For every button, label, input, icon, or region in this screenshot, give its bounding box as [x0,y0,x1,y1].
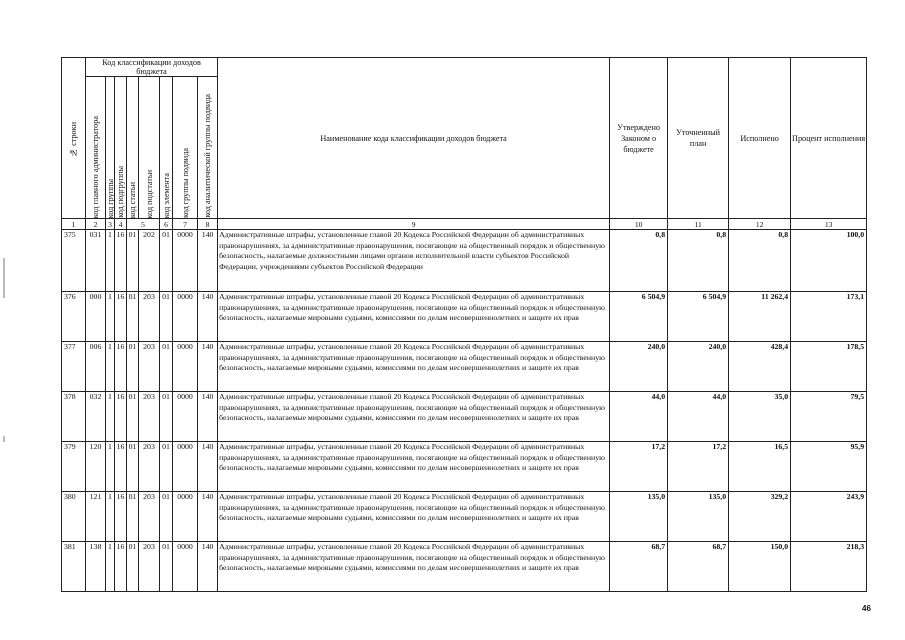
revenue-name: Административные штрафы, установленные главой 20 Кодекса Российской Федерации об административных правонарушениях, за административные правонарушения, посягающие на общественный порядок и общественную безопасность, налагаемые мировыми судьями, комиссиями по делам несовершеннолетних и защите их прав [218,392,610,442]
col-number: 4 [115,219,127,230]
analytic-code: 140 [198,492,218,542]
analytic-code: 140 [198,542,218,592]
row-number: 376 [62,292,86,342]
code-element-label: код элемента [161,172,171,218]
revenue-name: Административные штрафы, установленные главой 20 Кодекса Российской Федерации об административных правонарушениях, за административные правонарушения, посягающие на общественный порядок и общественную безопасность, налагаемые должностными лицами органов исполнительной власти субъектов Российской Федерации, учреждениями субъектов Российской Федерации [218,230,610,292]
subtype-group-code: 0000 [173,230,198,292]
executed-header: Исполнено [729,58,791,219]
row-number: 380 [62,492,86,542]
subgroup-code: 16 [115,492,127,542]
article-code: 01 [127,292,139,342]
percent-executed: 79,5 [791,392,867,442]
admin-code: 121 [86,492,106,542]
name-header: Наименование кода классификации доходов бюджета [218,58,610,219]
approved-amount: 6 504,9 [610,292,668,342]
substatia-code: 203 [139,392,160,442]
percent-executed: 95,9 [791,442,867,492]
scan-edge-mark [3,436,5,442]
admin-code: 000 [86,292,106,342]
group-code: 1 [106,442,115,492]
revenue-name: Административные штрафы, установленные главой 20 Кодекса Российской Федерации об административных правонарушениях, за административные правонарушения, посягающие на общественный порядок и общественную безопасность, налагаемые мировыми судьями, комиссиями по делам несовершеннолетних и защите их прав [218,442,610,492]
substatia-code: 203 [139,292,160,342]
updated-amount: 0,8 [668,230,729,292]
revenue-name: Административные штрафы, установленные главой 20 Кодекса Российской Федерации об административных правонарушениях, за административные правонарушения, посягающие на общественный порядок и общественную безопасность, налагаемые мировыми судьями, комиссиями по делам несовершеннолетних и защите их прав [218,542,610,592]
element-code: 01 [160,542,173,592]
approved-amount: 240,0 [610,342,668,392]
col-number: 12 [729,219,791,230]
percent-executed: 173,1 [791,292,867,342]
approved-amount: 135,0 [610,492,668,542]
substatia-code: 202 [139,230,160,292]
code-group-label: код группы [106,178,115,218]
col-number: 3 [106,219,115,230]
executed-amount: 35,0 [729,392,791,442]
table-row [62,542,867,592]
percent-executed: 100,0 [791,230,867,292]
subgroup-code: 16 [115,292,127,342]
updated-amount: 6 504,9 [668,292,729,342]
scan-edge-mark [3,258,5,298]
article-code: 01 [127,392,139,442]
updated-amount: 44,0 [668,392,729,442]
group-code: 1 [106,542,115,592]
row-number: 375 [62,230,86,292]
percent-executed: 178,5 [791,342,867,392]
substatia-code: 203 [139,492,160,542]
table-row [62,392,867,442]
article-code: 01 [127,342,139,392]
analytic-code: 140 [198,392,218,442]
executed-amount: 150,0 [729,542,791,592]
col-number: 13 [791,219,867,230]
subgroup-code: 16 [115,230,127,292]
updated-amount: 240,0 [668,342,729,392]
subtype-group-code: 0000 [173,542,198,592]
element-code: 01 [160,342,173,392]
approved-amount: 17,2 [610,442,668,492]
group-code: 1 [106,230,115,292]
col-number: 1 [62,219,86,230]
admin-code: 031 [86,230,106,292]
analytic-code: 140 [198,292,218,342]
article-code: 01 [127,230,139,292]
revenue-name: Административные штрафы, установленные главой 20 Кодекса Российской Федерации об административных правонарушениях, за административные правонарушения, посягающие на общественный порядок и общественную безопасность, налагаемые мировыми судьями, комиссиями по делам несовершеннолетних и защите их прав [218,492,610,542]
col-number: 6 [160,219,173,230]
subgroup-code: 16 [115,542,127,592]
article-code: 01 [127,492,139,542]
group-code: 1 [106,292,115,342]
row-number: 381 [62,542,86,592]
percent-executed: 243,9 [791,492,867,542]
executed-amount: 11 262,4 [729,292,791,342]
element-code: 01 [160,230,173,292]
code-element-header [160,77,173,219]
analytic-code: 140 [198,230,218,292]
subtype-group-code: 0000 [173,392,198,442]
subgroup-code: 16 [115,342,127,392]
element-code: 01 [160,442,173,492]
analytic-code: 140 [198,442,218,492]
executed-amount: 428,4 [729,342,791,392]
code-admin-label: код главного администратора [91,115,100,218]
table-row [62,230,867,292]
percent-executed: 218,3 [791,542,867,592]
approved-amount: 0,8 [610,230,668,292]
element-code: 01 [160,492,173,542]
approved-header: Утверждено Законом о бюджете [610,58,668,219]
approved-amount: 68,7 [610,542,668,592]
article-code: 01 [127,542,139,592]
updated-amount: 135,0 [668,492,729,542]
row-number-header-label: № строки [69,122,78,157]
column-number-row [62,219,867,230]
executed-amount: 16,5 [729,442,791,492]
row-number: 377 [62,342,86,392]
classification-group-header: Код классификации доходов бюджета [86,58,218,77]
col-number: 10 [610,219,668,230]
admin-code: 120 [86,442,106,492]
code-substatia-label: код подстатьи [144,169,154,218]
admin-code: 138 [86,542,106,592]
element-code: 01 [160,292,173,342]
row-number: 379 [62,442,86,492]
code-substatia-header [139,77,160,219]
col-number [127,219,160,230]
article-code: 01 [127,442,139,492]
table-row [62,492,867,542]
table-row [62,342,867,392]
updated-plan-header: Уточненный план [668,58,729,219]
code-article-header [127,77,139,219]
col-number: 2 [86,219,106,230]
code-group-header [106,77,115,219]
revenue-name: Административные штрафы, установленные главой 20 Кодекса Российской Федерации об административных правонарушениях, за административные правонарушения, посягающие на общественный порядок и общественную безопасность, налагаемые мировыми судьями, комиссиями по делам несовершеннолетних и защите их прав [218,342,610,392]
admin-code: 006 [86,342,106,392]
code-article-label: код статьи [128,181,137,218]
col-number: 8 [198,219,218,230]
subtype-group-code: 0000 [173,492,198,542]
row-number-header [62,58,86,219]
updated-amount: 17,2 [668,442,729,492]
code-analytic-header [198,77,218,219]
element-code: 01 [160,392,173,442]
substatia-code: 203 [139,442,160,492]
updated-amount: 68,7 [668,542,729,592]
page-number: 46 [862,604,871,613]
subtype-group-code: 0000 [173,342,198,392]
table-row [62,442,867,492]
subgroup-code: 16 [115,392,127,442]
code-subtype-group-header [173,77,198,219]
code-admin-header [86,77,106,219]
code-subgroup-header [115,77,127,219]
substatia-code: 203 [139,542,160,592]
col-number: 7 [173,219,198,230]
substatia-code: 203 [139,342,160,392]
group-code: 1 [106,342,115,392]
approved-amount: 44,0 [610,392,668,442]
code-subtype-group-label: код группы подвида [180,148,190,218]
revenue-name: Административные штрафы, установленные главой 20 Кодекса Российской Федерации об административных правонарушениях, за административные правонарушения, посягающие на общественный порядок и общественную безопасность, налагаемые мировыми судьями, комиссиями по делам несовершеннолетних и защите их прав [218,292,610,342]
group-code: 1 [106,492,115,542]
admin-code: 032 [86,392,106,442]
col-number: 9 [218,219,610,230]
col-number-4: 5 [141,219,145,229]
executed-amount: 0,8 [729,230,791,292]
subgroup-code: 16 [115,442,127,492]
table-row [62,292,867,342]
group-code: 1 [106,392,115,442]
budget-revenue-table [61,57,867,592]
row-number: 378 [62,392,86,442]
subtype-group-code: 0000 [173,292,198,342]
executed-amount: 329,2 [729,492,791,542]
code-analytic-label: код аналитической группы подвида [203,94,213,218]
code-subgroup-label: код подгруппы [116,166,125,218]
analytic-code: 140 [198,342,218,392]
subtype-group-code: 0000 [173,442,198,492]
col-number: 11 [668,219,729,230]
percent-header: Процент исполнения [791,58,867,219]
